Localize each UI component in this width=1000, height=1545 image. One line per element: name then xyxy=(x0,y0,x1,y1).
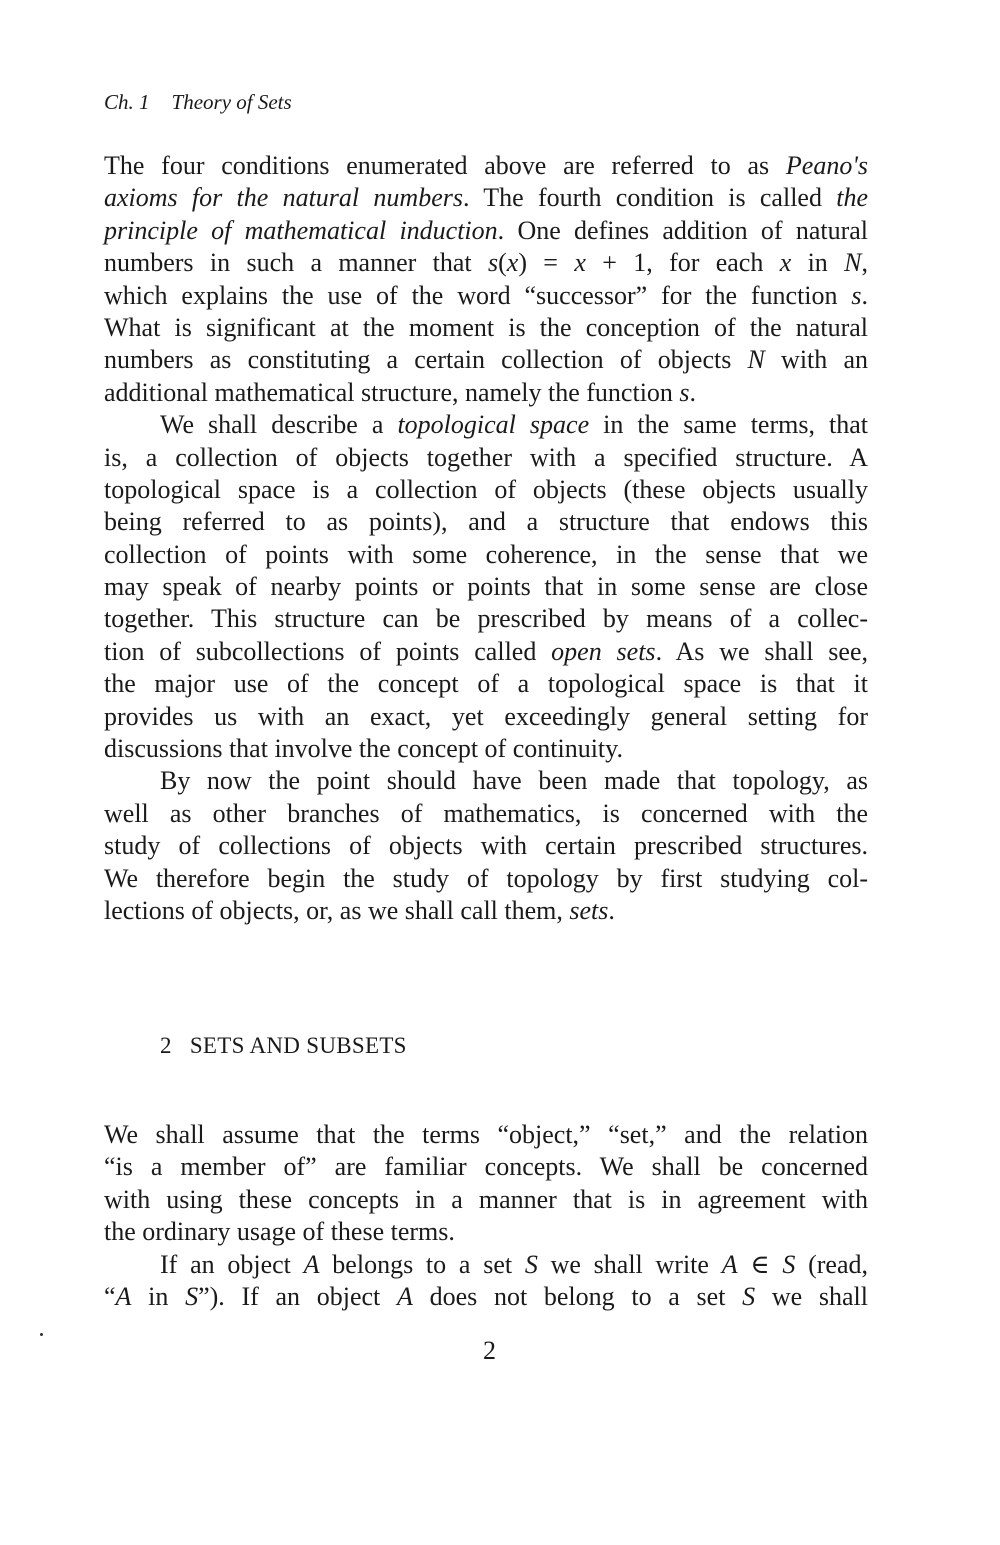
text-line xyxy=(104,377,868,409)
italic-text: s xyxy=(487,248,499,278)
text-run: We shall describe a xyxy=(160,410,398,440)
text-run: with an xyxy=(764,345,869,375)
text-line xyxy=(104,895,868,927)
text-run: “ xyxy=(104,1281,116,1311)
text-run: additional mathematical structure, namely the function xyxy=(104,377,680,407)
section-2-body xyxy=(104,1119,868,1313)
italic-text: s xyxy=(679,377,690,407)
text-run: “is a member of” are familiar concepts. We shall be concerned xyxy=(104,1152,868,1182)
text-run: ”). If an object xyxy=(198,1281,397,1311)
text-run: with using these concepts in a manner that is in agreement with xyxy=(104,1184,868,1214)
italic-text: S xyxy=(742,1281,756,1311)
text-run: . The fourth condition is called xyxy=(462,183,837,213)
italic-text: N xyxy=(844,248,862,278)
italic-text: A xyxy=(397,1281,413,1311)
text-line xyxy=(104,1119,868,1151)
italic-text: x xyxy=(779,248,792,278)
text-run: ∈ xyxy=(737,1249,783,1279)
text-run: . xyxy=(608,895,615,925)
text-run: If an object xyxy=(160,1249,304,1279)
text-line xyxy=(104,733,868,765)
text-line xyxy=(104,571,868,603)
italic-text: A xyxy=(721,1249,738,1279)
text-run: together. This structure can be prescribed by means of a collec- xyxy=(104,604,868,634)
italic-text: S xyxy=(782,1249,796,1279)
print-speck xyxy=(40,1333,43,1336)
text-line xyxy=(104,863,868,895)
text-run: (read, xyxy=(795,1249,869,1279)
italic-text: s xyxy=(851,280,862,310)
italic-text: A xyxy=(115,1281,132,1311)
section-title: SETS AND SUBSETS xyxy=(189,1033,407,1058)
text-run: may speak of nearby points or points that in some sense are close xyxy=(104,572,868,602)
paragraph xyxy=(104,1119,868,1249)
section-heading xyxy=(160,1033,407,1059)
text-line xyxy=(104,765,868,797)
text-line xyxy=(104,603,868,635)
italic-text: A xyxy=(303,1249,320,1279)
italic-text: Peano's xyxy=(785,151,868,180)
italic-text: S xyxy=(185,1281,199,1311)
italic-text: open sets xyxy=(551,636,656,666)
text-line xyxy=(104,1249,868,1281)
text-run: tion of subcollections of points called xyxy=(104,636,552,666)
paragraph xyxy=(104,409,868,765)
text-run: . As we shall see, xyxy=(655,636,868,666)
text-line xyxy=(104,280,868,312)
text-run: . xyxy=(861,280,868,310)
text-run: . One defines addition of natural xyxy=(497,215,868,245)
text-run: in xyxy=(791,248,845,278)
text-run: + 1, for each xyxy=(585,248,780,278)
paragraph xyxy=(104,765,868,927)
text-line xyxy=(104,539,868,571)
italic-text: x xyxy=(574,248,586,278)
text-run: being referred to as points), and a structure that endows this xyxy=(104,507,868,537)
italic-text: topological space xyxy=(397,410,590,440)
text-run: ( xyxy=(498,248,507,278)
paragraph xyxy=(104,150,868,409)
text-run: The four conditions enumerated above are referred to as xyxy=(104,151,786,180)
text-run: which explains the use of the word “successor” for the function xyxy=(104,280,852,310)
text-line xyxy=(104,636,868,668)
page-number: 2 xyxy=(483,1336,496,1365)
text-run: By now the point should have been made that topology, as xyxy=(160,766,868,796)
text-run: What is significant at the moment is the conception of the natural xyxy=(104,312,868,342)
text-run: we shall xyxy=(755,1281,868,1311)
text-line xyxy=(104,1216,868,1248)
text-run: belongs to a set xyxy=(319,1249,525,1279)
running-head xyxy=(104,90,292,115)
text-line xyxy=(104,150,868,182)
text-run: ) = xyxy=(518,248,575,278)
paragraph xyxy=(104,1249,868,1314)
section-number: 2 xyxy=(160,1033,172,1058)
text-line xyxy=(104,701,868,733)
text-run: in xyxy=(131,1281,186,1311)
italic-text: axioms for the natural numbers xyxy=(104,183,463,213)
text-run: topological space is a collection of objects (these objects usually xyxy=(104,474,868,504)
text-line xyxy=(104,344,868,376)
text-line xyxy=(104,668,868,700)
text-run: numbers as constituting a certain collection of objects xyxy=(104,345,748,375)
text-run: We therefore begin the study of topology by first studying col- xyxy=(104,863,868,893)
text-run: the major use of the concept of a topological space is that it xyxy=(104,669,868,699)
italic-text: S xyxy=(524,1249,538,1279)
text-line xyxy=(104,1151,868,1183)
text-run: does not belong to a set xyxy=(412,1281,743,1311)
text-run: . xyxy=(689,377,697,407)
text-line xyxy=(104,215,868,247)
text-line xyxy=(104,830,868,862)
text-run: well as other branches of mathematics, is concerned with the xyxy=(104,798,868,828)
text-line xyxy=(104,442,868,474)
italic-text: sets xyxy=(569,895,609,925)
text-run: provides us with an exact, yet exceedingly general setting for xyxy=(104,701,868,731)
text-run: We shall assume that the terms “object,” “set,” and the relation xyxy=(104,1120,868,1149)
italic-text: the xyxy=(836,183,868,213)
italic-text: N xyxy=(747,345,765,375)
text-run: lections of objects, or, as we shall call them, xyxy=(104,895,570,925)
text-run: study of collections of objects with certain prescribed structures. xyxy=(104,831,868,861)
text-line xyxy=(104,182,868,214)
italic-text: principle of mathematical induction xyxy=(104,215,498,245)
text-run: collection of points with some coherence, in the sense that we xyxy=(104,539,868,569)
text-run: is, a collection of objects together with a specified structure. A xyxy=(104,442,868,472)
text-run: , xyxy=(861,248,868,278)
text-line xyxy=(104,1281,868,1313)
text-line xyxy=(104,1184,868,1216)
text-run: we shall write xyxy=(537,1249,722,1279)
italic-text: x xyxy=(506,248,519,278)
section-1-body xyxy=(104,150,868,927)
text-line xyxy=(104,506,868,538)
text-run: the ordinary usage of these terms. xyxy=(104,1217,455,1247)
chapter-label: Ch. 1 xyxy=(104,90,150,114)
text-line xyxy=(104,474,868,506)
text-line xyxy=(104,409,868,441)
text-run: discussions that involve the concept of continuity. xyxy=(104,734,623,764)
text-line xyxy=(104,312,868,344)
text-line xyxy=(104,247,868,279)
chapter-title: Theory of Sets xyxy=(171,90,292,114)
text-run: numbers in such a manner that xyxy=(104,248,488,278)
text-run: in the same terms, that xyxy=(589,410,868,440)
text-line xyxy=(104,798,868,830)
